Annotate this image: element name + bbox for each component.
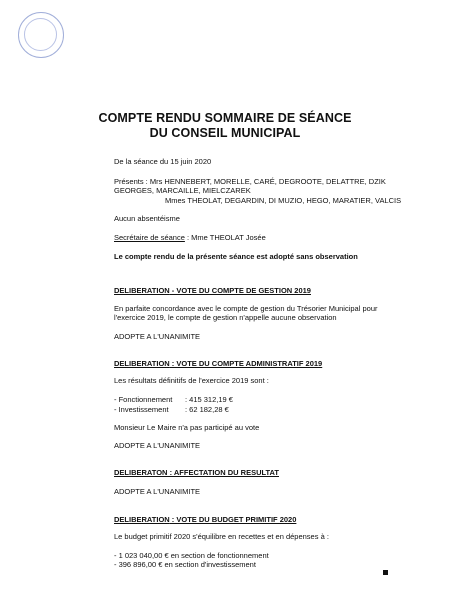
presents-line1: Présents : Mrs HENNEBERT, MORELLE, CARÉ, DEGROOTE, DELATTRE, DZIK: [114, 177, 386, 186]
deliberation-title: [114, 286, 311, 295]
document-title-line1: COMPTE RENDU SOMMAIRE DE SÉANCE: [98, 111, 352, 125]
municipal-seal-icon: [18, 12, 64, 58]
investissement-label: - Investissement: [114, 405, 169, 414]
deliberation-title: [114, 515, 296, 524]
deliberation-text: Les résultats définitifs de l'exercice 2019 sont :: [114, 376, 269, 385]
secretaire-line: [114, 233, 266, 242]
deliberation-title-prefix: DELIBERATION: [114, 359, 170, 368]
presents-line3: Mmes THEOLAT, DEGARDIN, DI MUZIO, HEGO, MARATIER, VALCIS: [165, 196, 402, 205]
seance-date: De la séance du 15 juin 2020: [114, 157, 212, 166]
deliberation-title: [114, 468, 279, 477]
deliberation-result: ADOPTE A L'UNANIMITE: [114, 441, 201, 450]
presents-line2: GEORGES, MARCAILLE, MIELCZAREK: [114, 186, 251, 195]
deliberation-text: Le budget primitif 2020 s'équilibre en recettes et en dépenses à :: [114, 532, 329, 541]
deliberation-title-rest: : VOTE DU COMPTE ADMINISTRATIF 2019: [169, 359, 323, 368]
secretaire-label: Secrétaire de séance: [114, 233, 185, 242]
investissement-value: : 62 182,28 €: [185, 405, 229, 414]
deliberation-result: ADOPTE A L'UNANIMITE: [114, 332, 201, 341]
deliberation-note: Monsieur Le Maire n'a pas participé au vote: [114, 423, 260, 432]
end-marker: [383, 570, 388, 575]
deliberation-title-prefix: DELIBERATION: [114, 286, 170, 295]
budget-item: - 1 023 040,00 € en section de fonctionnement: [114, 551, 269, 560]
deliberation-title-rest: : AFFECTATION DU RESULTAT: [167, 468, 279, 477]
deliberation-result: ADOPTE A L'UNANIMITE: [114, 487, 201, 496]
deliberation-title-rest: : VOTE DU BUDGET PRIMITIF 2020: [169, 515, 297, 524]
deliberation-text: l'exercice 2019, le compte de gestion n'appelle aucune observation: [114, 313, 337, 322]
deliberation-title-rest: - VOTE DU COMPTE DE GESTION 2019: [169, 286, 311, 295]
fonctionnement-label: - Fonctionnement: [114, 395, 173, 404]
absents-text: Aucun absentéisme: [114, 214, 180, 223]
document-title-line2: DU CONSEIL MUNICIPAL: [149, 126, 301, 140]
deliberation-title: [114, 359, 322, 368]
fonctionnement-value: : 415 312,19 €: [185, 395, 233, 404]
budget-item: - 396 896,00 € en section d'investissement: [114, 560, 256, 569]
secretaire-value: : Mme THEOLAT Josée: [184, 233, 266, 242]
deliberation-text: En parfaite concordance avec le compte de gestion du Trésorier Municipal pour: [114, 304, 378, 313]
deliberation-title-prefix: DELIBERATON: [114, 468, 168, 477]
compte-rendu-statement: Le compte rendu de la présente séance est adopté sans observation: [114, 252, 358, 261]
deliberation-title-prefix: DELIBERATION: [114, 515, 170, 524]
